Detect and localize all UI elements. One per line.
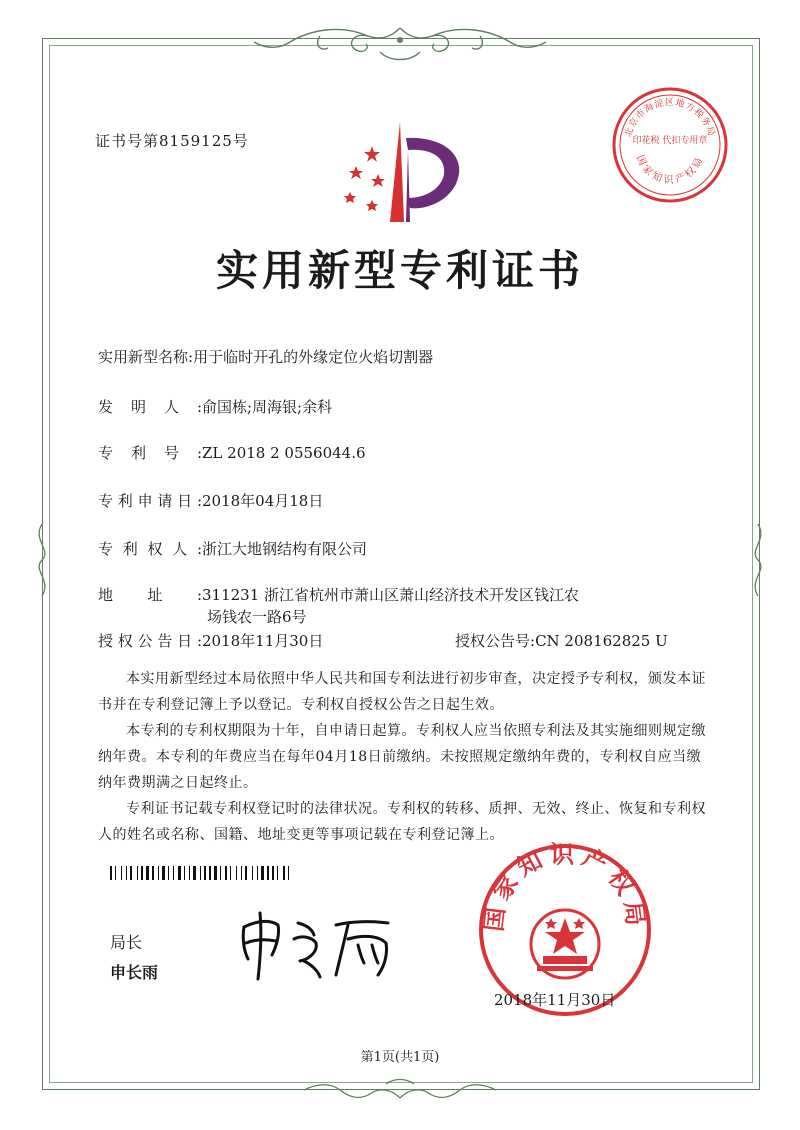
- field-value: CN 208162825 U: [535, 632, 668, 650]
- tax-stamp-seal-icon: [610, 85, 730, 205]
- field-label: 实用新型名称:: [98, 348, 194, 366]
- field-application-date: [98, 490, 323, 511]
- barcode-bar: [193, 866, 196, 880]
- barcode-bar: [261, 866, 264, 880]
- barcode-bar: [184, 866, 185, 880]
- barcode-bar: [236, 866, 237, 880]
- barcode-bar: [110, 866, 112, 880]
- field-label: 专利申请日:: [98, 492, 202, 510]
- barcode-bar: [173, 866, 174, 880]
- director-title: 局长: [110, 933, 143, 952]
- top-ornament-icon: [250, 22, 550, 72]
- barcode-bar: [214, 866, 217, 880]
- barcode-icon: [110, 866, 386, 880]
- barcode-bar: [272, 866, 274, 880]
- field-value: 俞国栋;周海银;余科: [202, 398, 333, 416]
- barcode-bar: [168, 866, 169, 880]
- field-grant-announce-number: [455, 630, 668, 651]
- field-grant-announce-date: [98, 630, 323, 651]
- svg-text:北京市海淀区地方税务局: [622, 96, 717, 138]
- bottom-ornament-icon: [300, 1074, 500, 1104]
- barcode-bar: [162, 866, 165, 880]
- svg-text:国家知识产权局: [634, 153, 707, 186]
- barcode-bar: [189, 866, 190, 880]
- page-footer: 第1页(共1页): [360, 1050, 440, 1065]
- barcode-bar: [158, 866, 159, 880]
- barcode-bar: [121, 866, 122, 880]
- barcode-bar: [220, 866, 221, 880]
- tax-seal-bottom-text: 国家知识产权局: [633, 153, 707, 186]
- barcode-bar: [267, 866, 269, 880]
- right-ornament-icon: [746, 520, 770, 600]
- director-name: 申长雨: [110, 963, 159, 982]
- barcode-bar: [241, 866, 242, 880]
- body-paragraph-1: 本实用新型经过本局依照中华人民共和国专利法进行初步审查，决定授予专利权，颁发本证书并在专利登记簿上予以登记。专利权自授权公告之日起生效。: [98, 671, 706, 713]
- field-patentee: [98, 538, 367, 559]
- barcode-bar: [146, 866, 149, 880]
- barcode-bar: [152, 866, 154, 880]
- barcode-bar: [245, 866, 247, 880]
- field-label: 地址:: [98, 586, 202, 604]
- barcode-bar: [141, 866, 143, 880]
- field-label: 发明人:: [98, 398, 202, 416]
- barcode-bar: [137, 866, 138, 880]
- field-value: 浙江大地钢结构有限公司: [202, 540, 368, 558]
- barcode-bar: [252, 866, 253, 880]
- field-label: 专利号:: [98, 444, 202, 462]
- certificate-title: 实用新型专利证书: [215, 246, 584, 295]
- patent-office-logo-icon: [336, 118, 476, 238]
- barcode-bar: [257, 866, 258, 880]
- field-value: 用于临时开孔的外缘定位火焰切割器: [193, 348, 434, 366]
- field-label: 授权公告号:: [455, 632, 536, 650]
- field-value: 2018年04月18日: [202, 492, 324, 510]
- field-value: 2018年11月30日: [202, 632, 324, 650]
- tax-seal-ring-text: 北京市海淀区地方税务局: [623, 98, 717, 139]
- body-paragraph-3: 专利证书记载专利权登记时的法律状况。专利权的转移、质押、无效、终止、恢复和专利权人的姓名或名称、国籍、地址变更等事项记载在专利登记簿上。: [98, 801, 706, 843]
- barcode-bar: [126, 866, 127, 880]
- field-address-line2: 场钱农一路6号: [207, 608, 307, 626]
- field-value: ZL 2018 2 0556044.6: [202, 444, 366, 462]
- field-utility-model-name: [98, 346, 433, 367]
- barcode-bar: [204, 866, 206, 880]
- barcode-bar: [209, 866, 211, 880]
- barcode-bar: [200, 866, 201, 880]
- field-address: [98, 584, 579, 605]
- barcode-bar: [288, 866, 289, 880]
- barcode-bar: [115, 866, 116, 880]
- director-signature-icon: [236, 905, 406, 985]
- certificate-number: 证书号第8159125号: [95, 132, 249, 150]
- left-ornament-icon: [30, 520, 54, 600]
- barcode-bar: [283, 866, 285, 880]
- field-inventors: [98, 396, 332, 417]
- field-label: 授权公告日:: [98, 632, 202, 650]
- field-label: 专利权人:: [98, 540, 202, 558]
- barcode-bar: [178, 866, 181, 880]
- main-seal-ring-text: 国家知识产权局: [479, 840, 651, 933]
- barcode-bar: [277, 866, 278, 880]
- tax-seal-center-text: 印花税 代扣专用章: [632, 136, 708, 146]
- barcode-bar: [230, 866, 231, 880]
- barcode-bar: [130, 866, 132, 880]
- seal-date: 2018年11月30日: [494, 991, 616, 1009]
- body-paragraph-2: 本专利的专利权期限为十年，自申请日起算。专利权人应当依照专利法及其实施细则规定缴纳年费。本专利的年费应当在每年04月18日前缴纳。未按照规定缴纳年费的，专利权自应当缴纳年费期满之日起终止。: [98, 723, 706, 791]
- barcode-bar: [225, 866, 227, 880]
- field-patent-number: [98, 442, 366, 463]
- field-value: 311231 浙江省杭州市萧山区萧山经济技术开发区钱江农: [202, 586, 580, 604]
